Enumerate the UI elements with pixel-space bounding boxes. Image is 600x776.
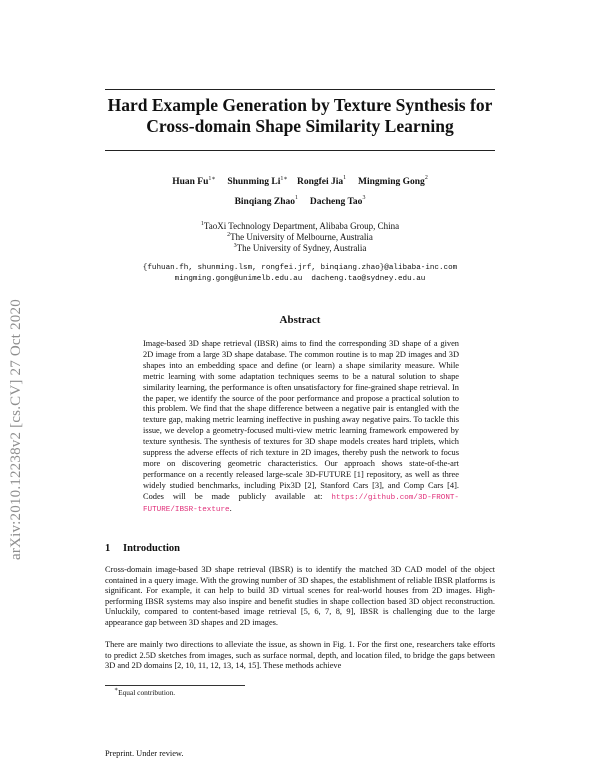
abstract-body <box>143 339 459 516</box>
affiliation-text: The University of Sydney, Australia <box>236 243 367 253</box>
email-line-1: {fuhuan.fh, shunming.lsm, rongfei.jrf, binqiang.zhao}@alibaba-inc.com <box>142 264 458 272</box>
title-line-2: Cross-domain Shape Similarity Learning <box>146 116 454 136</box>
preprint-footer: Preprint. Under review. <box>105 749 184 758</box>
affiliation-text: The University of Melbourne, Australia <box>230 232 373 242</box>
author-name: Binqiang Zhao <box>234 197 296 207</box>
arxiv-identifier: arXiv:2010.12238v2 [cs.CV] 27 Oct 2020 <box>8 299 24 560</box>
author-line-2 <box>105 197 495 207</box>
abstract-text: Image-based 3D shape retrieval (IBSR) aims to find the corresponding 3D shape of a given 2D image from a large 3D shape database. The common routine is to map 2D images and 3D shapes into an embedding space and define (or learn) a shape similarity measure. While metric learning with some adaptation techniques seems to be a natural solution to shape similarity learning, the performance is often unsatisfactory for fine-grained shape retrieval. In the paper, we identify the source of the poor performance and propose a practical solution to this problem. We find that the shape difference between a negative pair is entangled with the texture gap, making metric learning ineffective in pushing away negative pairs. To tackle this issue, we develop a geometry-focused multi-view metric learning framework empowered by texture synthesis. The synthesis of textures for 3D shape models creates hard triplets, which suppress the adverse effects of rich texture in 2D images, thereby push the network to focus more on discovering geometric characteristics. Our approach shows state-of-the-art performance on a recently released large-scale 3D-FUTURE [1] repository, as well as three widely studied benchmarks, including Pix3D [2], Stanford Cars [3], and Comp Cars [4]. Codes will be made publicly available at: <box>143 339 459 501</box>
affiliations <box>105 221 495 254</box>
intro-paragraph-1: Cross-domain image-based 3D shape retrieval (IBSR) is to identify the matched 3D CAD model of the object contained in a query image. With the growing number of 3D shapes, the establishment of reliable IBSR platforms is significant. For example, it can help to build 3D virtual scenes for real-world houses from 2D images. High-performing IBSR systems may also inspire and benefit studies in shape collection based 3D object reconstruction. Unluckily, compared to content-based image retrieval [5, 6, 7, 8, 9], IBSR is challenging due to the large appearance gap between 3D shapes and 2D images. <box>105 565 495 627</box>
intro-paragraph-2: There are mainly two directions to alleviate the issue, as shown in Fig. 1. For the first one, researchers take efforts to predict 2.5D sketches from images, such as surface normal, depth, and location filed, to bridge the gaps between 3D and 2D domains [2, 10, 11, 12, 13, 14, 15]. These methods achieve <box>105 640 495 670</box>
affiliation-text: TaoXi Technology Department, Alibaba Group, China <box>203 221 400 231</box>
footnote-rule <box>105 685 245 686</box>
author-mark: 1∗ <box>208 176 216 182</box>
email-line-2: mingming.gong@unimelb.edu.au dacheng.tao@sydney.edu.au <box>174 275 426 283</box>
affiliation-mark: 2 <box>227 232 231 238</box>
title-rule-top <box>105 89 495 90</box>
author-name: Shunming Li <box>227 177 281 187</box>
affiliation-1 <box>105 221 495 232</box>
author-name: Dacheng Tao <box>309 197 363 207</box>
author-name: Mingming Gong <box>358 177 425 187</box>
author-mark: 3 <box>362 195 366 201</box>
author-mark: 2 <box>424 175 428 181</box>
section-number: 1 <box>105 543 111 554</box>
author-mark: 1 <box>343 175 347 181</box>
author-line-1 <box>105 177 495 187</box>
author-emails <box>105 263 495 285</box>
footnote-mark: ∗ <box>114 687 119 693</box>
affiliation-mark: 3 <box>233 243 237 249</box>
author-mark: 1 <box>295 195 299 201</box>
affiliation-3 <box>105 243 495 254</box>
section-heading-introduction <box>105 543 180 554</box>
paper-title <box>105 95 495 137</box>
author-name: Rongfei Jia <box>296 177 344 187</box>
abstract-heading: Abstract <box>279 314 321 326</box>
title-rule-bottom <box>105 150 495 151</box>
affiliation-mark: 1 <box>200 221 204 227</box>
title-line-1: Hard Example Generation by Texture Synthesis for <box>107 95 493 115</box>
footnote <box>114 688 175 697</box>
code-link[interactable]: https://github.com/3D-FRONT-FUTURE/IBSR-texture <box>143 493 459 514</box>
author-name: Huan Fu <box>172 177 209 187</box>
abstract-end: . <box>229 503 232 513</box>
author-mark: 1∗ <box>280 176 288 182</box>
footnote-text: Equal contribution. <box>118 688 176 697</box>
affiliation-2 <box>105 232 495 243</box>
section-title: Introduction <box>123 543 180 554</box>
